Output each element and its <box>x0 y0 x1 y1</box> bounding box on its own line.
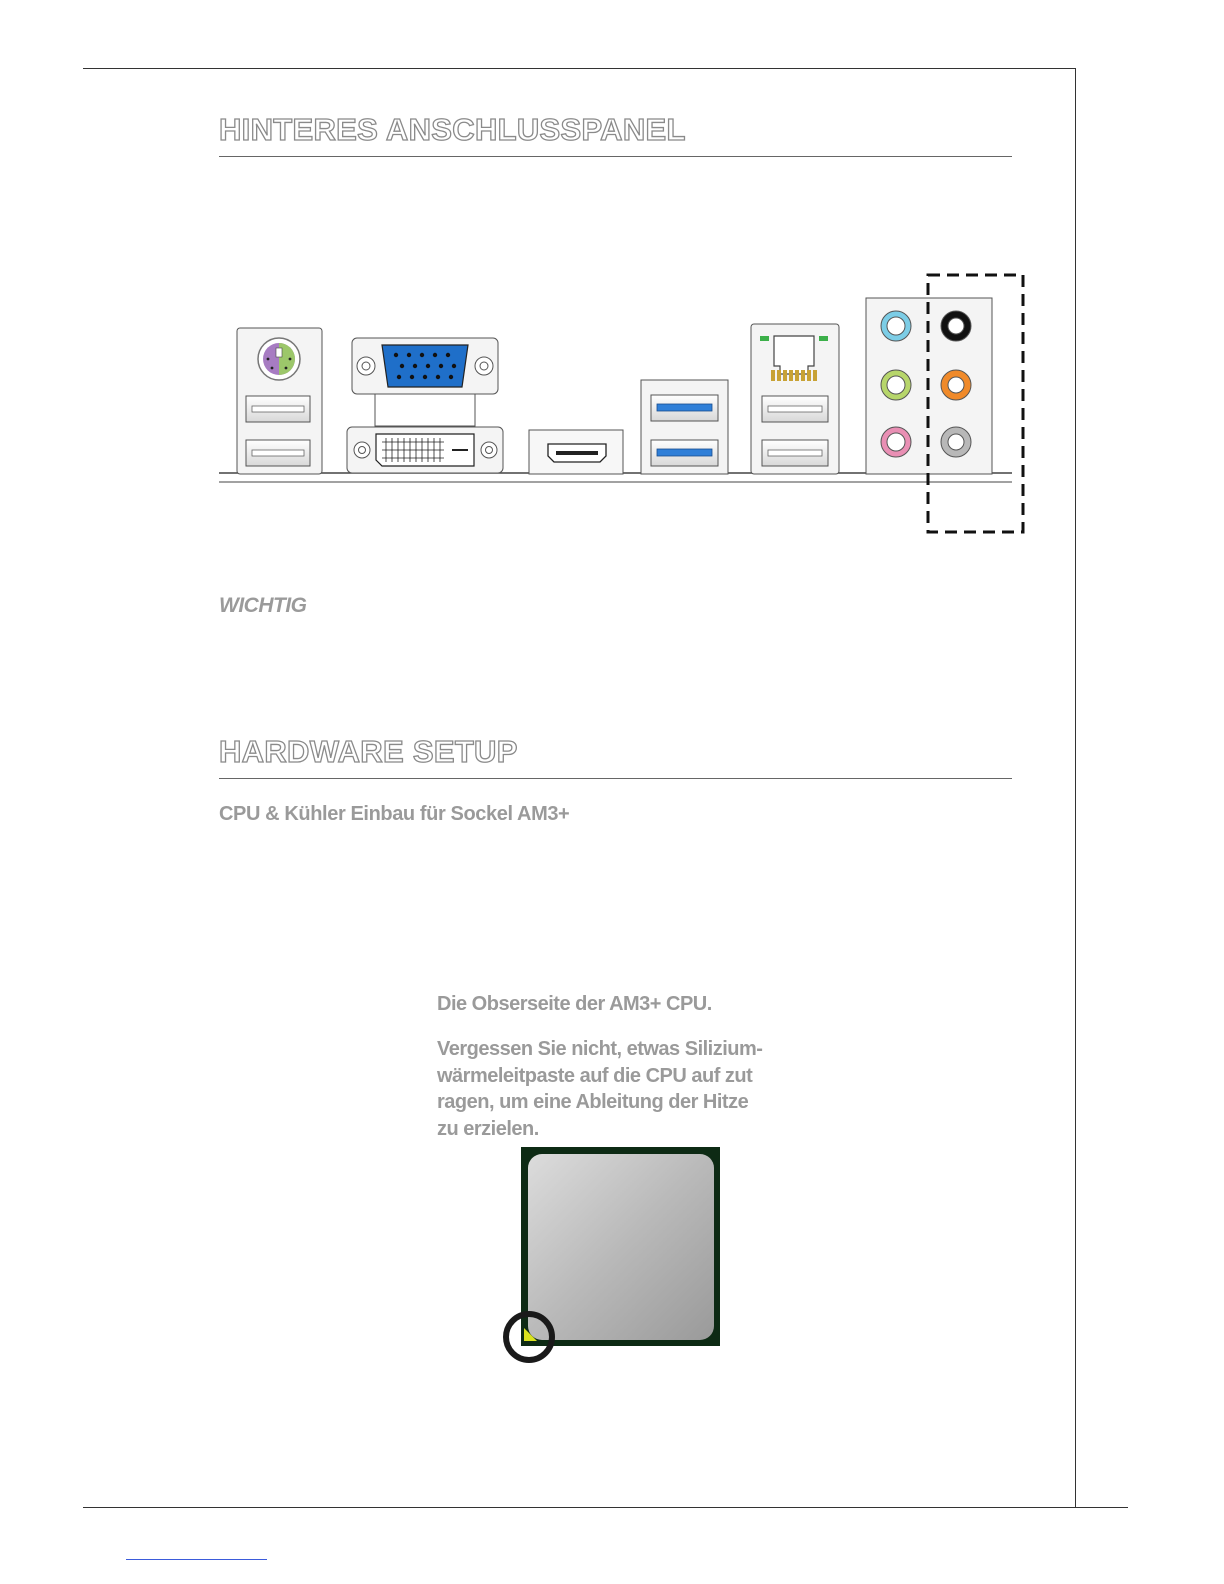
hdmi-port-icon <box>529 430 623 474</box>
important-label: WICHTIG <box>219 594 307 617</box>
usb3-port-icon <box>651 440 718 466</box>
audio-jack-line-out-icon <box>881 370 911 400</box>
ps2-usb-stack <box>237 328 322 474</box>
subheading-cpu-cooler: CPU & Kühler Einbau für Sockel AM3+ <box>219 803 570 825</box>
section-heading-hardware-setup: HARDWARE SETUP <box>219 734 518 769</box>
caption-line: Vergessen Sie nicht, etwas Silizium- <box>437 1038 763 1060</box>
rear-io-panel-figure <box>210 270 1040 540</box>
cpu-top-illustration <box>500 1145 725 1370</box>
section-heading-underline <box>219 778 1012 779</box>
vga-port-icon <box>382 345 468 387</box>
cpu-caption-title: Die Obserseite der AM3+ CPU. <box>437 993 712 1015</box>
usb2-port-icon <box>762 396 828 422</box>
usb3-stack <box>641 380 728 474</box>
caption-line: wärmeleitpaste auf die CPU auf zut <box>437 1064 753 1087</box>
frame-bottom-rule <box>83 1507 1128 1508</box>
audio-jack-center-sub-icon <box>941 370 971 400</box>
frame-top-rule <box>83 68 1076 69</box>
lan-usb-stack <box>751 324 839 474</box>
caption-line: ragen, um eine Ableitung der Hitze <box>437 1091 749 1113</box>
cpu-heat-spreader <box>528 1154 714 1340</box>
caption-line: zu erzielen. <box>437 1117 539 1140</box>
usb2-port-icon <box>246 440 310 466</box>
ps2-port-icon <box>258 338 300 380</box>
footer-link-line <box>126 1559 267 1560</box>
audio-jack-side-speaker-icon <box>941 427 971 457</box>
audio-jack-rear-speaker-icon <box>941 311 971 341</box>
section-heading-underline <box>219 156 1012 157</box>
audio-jack-line-in-icon <box>881 311 911 341</box>
audio-jack-mic-icon <box>881 427 911 457</box>
usb3-port-icon <box>651 395 718 421</box>
usb2-port-icon <box>762 440 828 466</box>
cpu-caption-body <box>437 1036 762 1142</box>
section-heading-rear-panel: HINTERES ANSCHLUSSPANEL <box>219 112 686 147</box>
frame-right-rule <box>1075 68 1076 1508</box>
dvi-port-icon <box>347 427 503 473</box>
vga-dvi-stack <box>347 338 503 473</box>
usb2-port-icon <box>246 396 310 422</box>
